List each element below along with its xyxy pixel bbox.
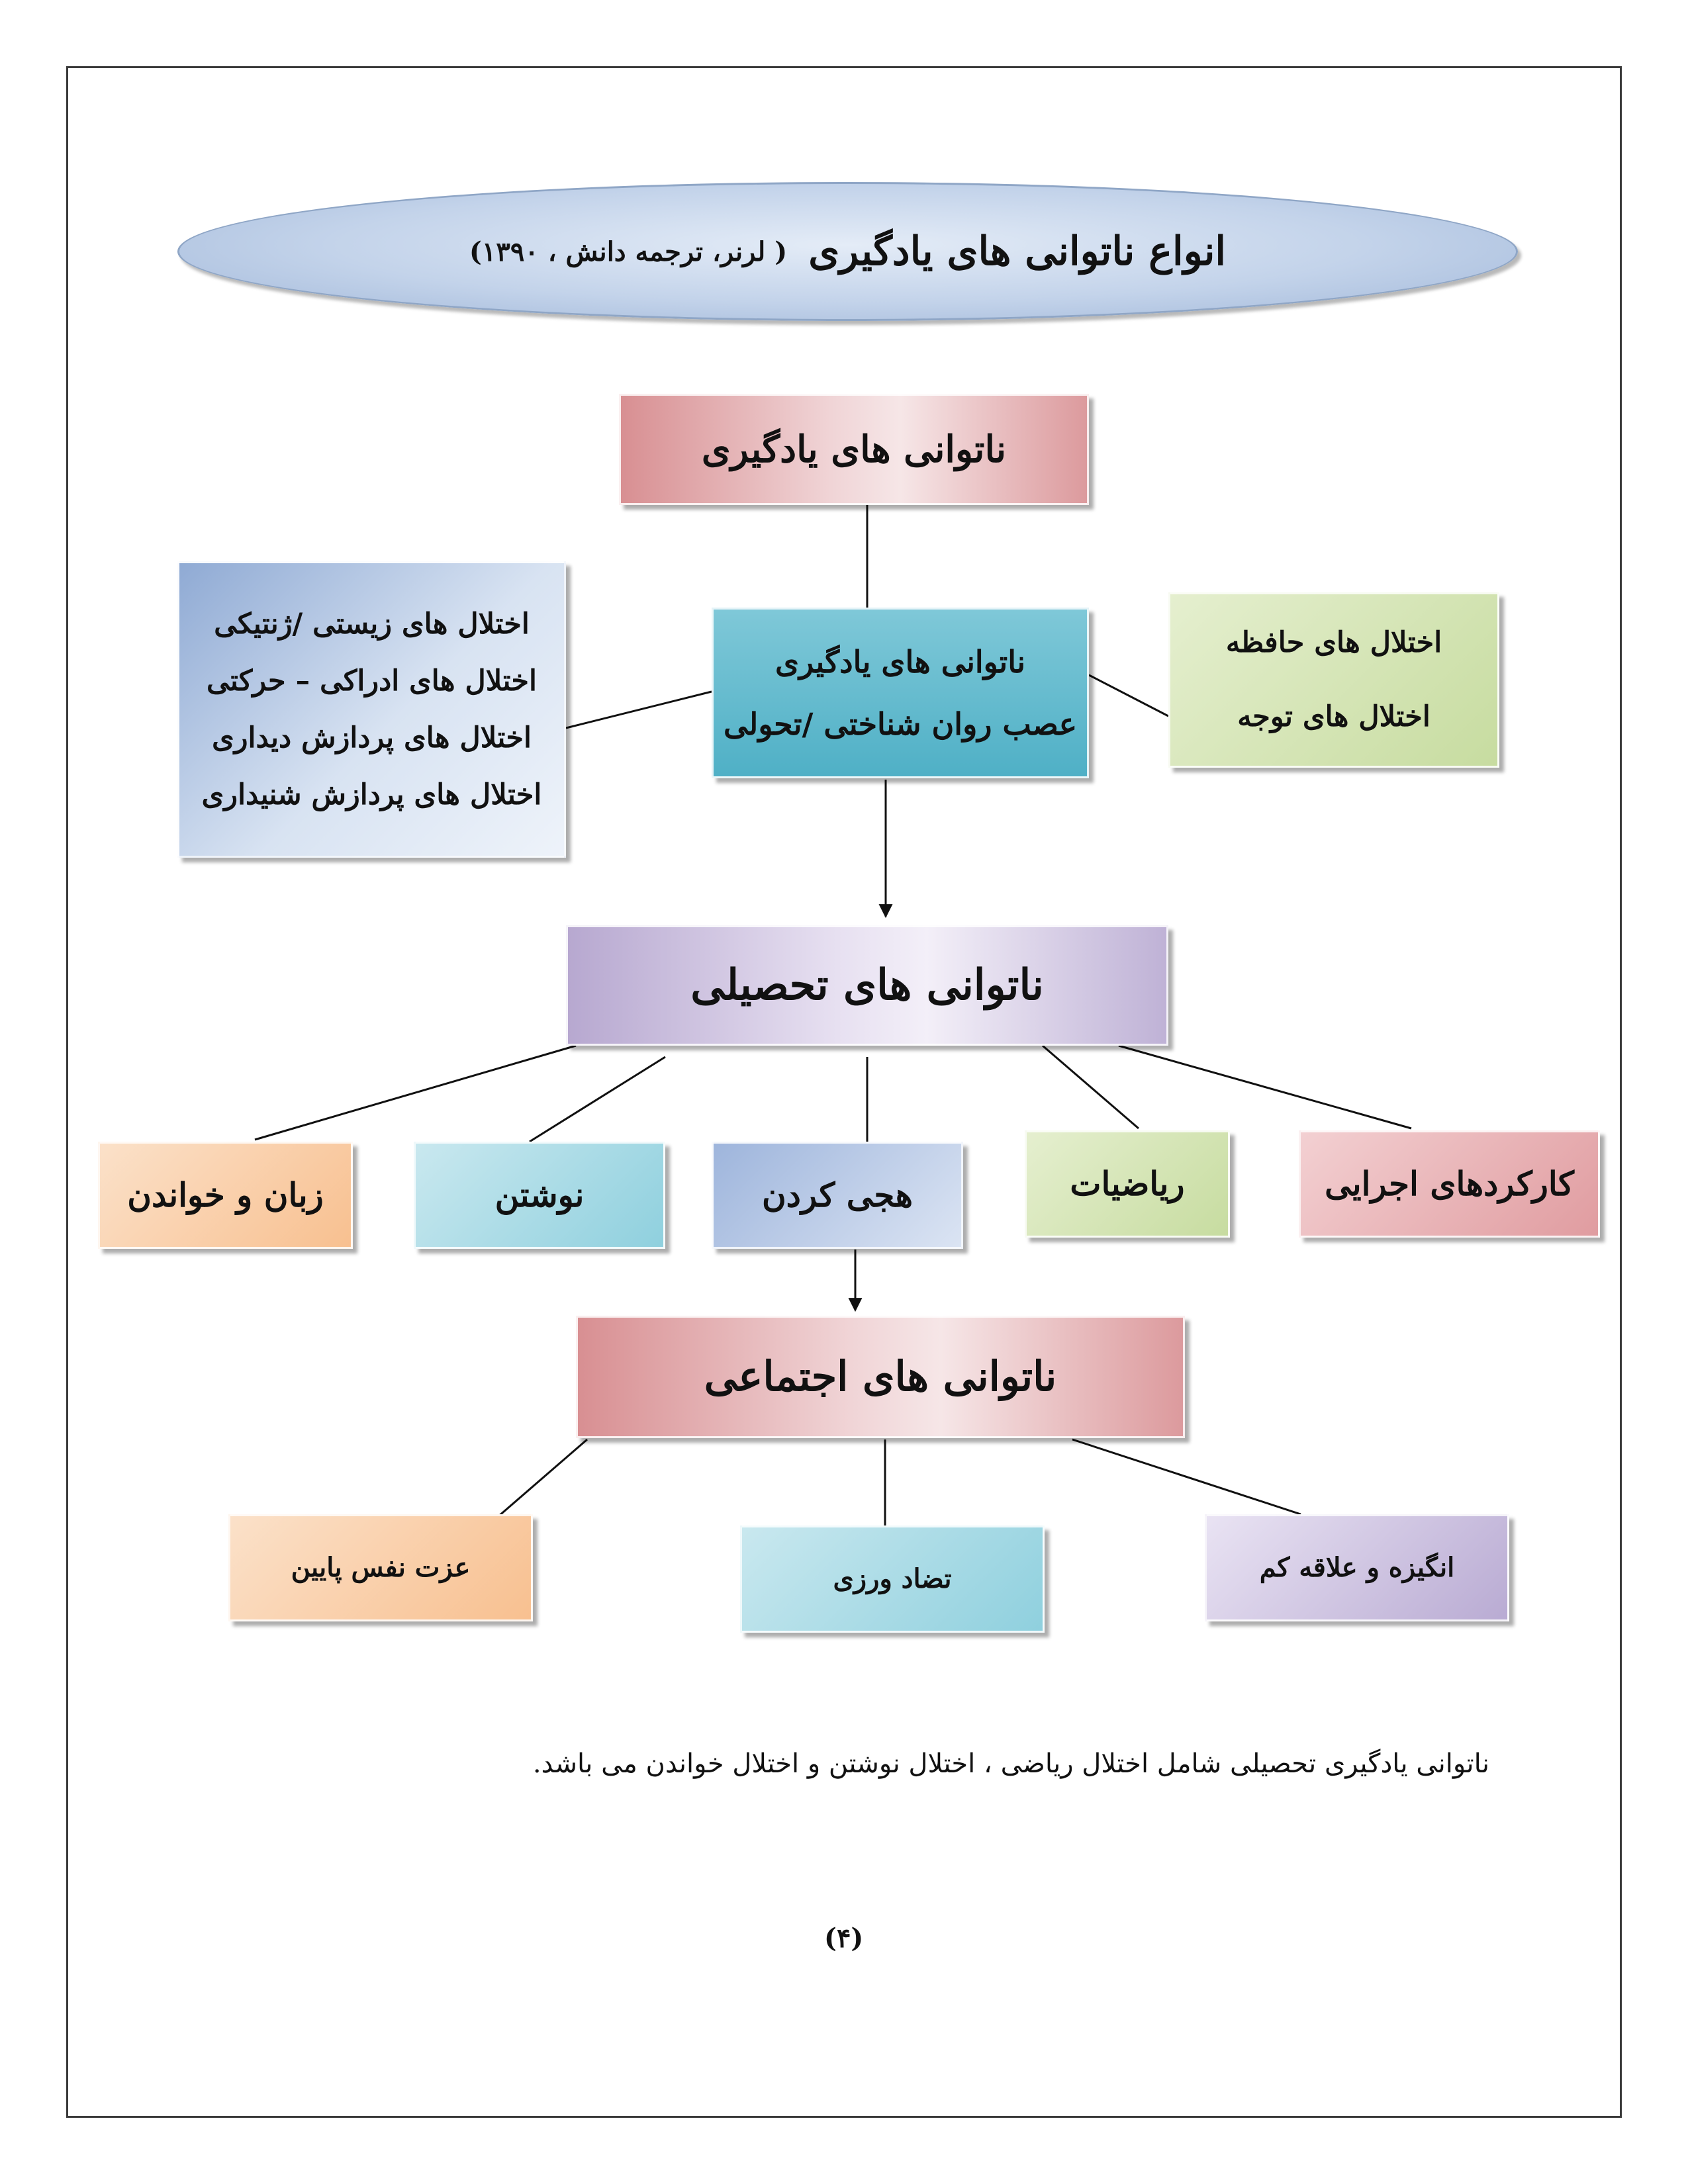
node-math: ریاضیات	[1025, 1130, 1230, 1238]
node-social-disabilities: ناتوانی های اجتماعی	[576, 1316, 1185, 1438]
disorder-memory: اختلال های حافظه	[1225, 625, 1442, 659]
connector-social-selfesteem	[493, 1439, 587, 1521]
connector-neuro-right	[1089, 675, 1168, 716]
node-spelling: هجی کردن	[712, 1142, 963, 1249]
title-ellipse	[177, 182, 1518, 321]
diagram-title: انواع ناتوانی های یادگیری	[808, 228, 1227, 275]
node-left-disorders	[177, 561, 566, 858]
page-number: (۴)	[824, 1923, 864, 1954]
node-neuro-developmental: ناتوانی های یادگیری عصب روان شناختی /تحولی	[712, 608, 1089, 778]
disorder-genetic: اختلال های زیستی /ژنتیکی	[214, 608, 530, 641]
node-low-self-esteem: عزت نفس پایین	[228, 1514, 533, 1621]
connector-social-motivation	[1072, 1439, 1301, 1514]
node-academic-disabilities: ناتوانی های تحصیلی	[566, 925, 1168, 1046]
footnote-text: ناتوانی یادگیری تحصیلی شامل اختلال ریاضی ، اختلال نوشتن و اختلال خواندن می باشد.	[532, 1749, 1489, 1779]
node-learning-disabilities: ناتوانی های یادگیری	[619, 394, 1089, 505]
node-low-motivation: انگیزه و علاقه کم	[1205, 1514, 1509, 1621]
node-executive-functions: کارکردهای اجرایی	[1299, 1130, 1600, 1238]
disorder-visual-processing: اختلال های پردازش دیداری	[212, 721, 532, 754]
connector-academic-reading	[255, 1046, 576, 1140]
disorder-perceptual-motor: اختلال های ادراکی – حرکتی	[207, 664, 537, 698]
node-opposition: تضاد ورزی	[740, 1525, 1045, 1633]
connector-academic-writing	[530, 1057, 665, 1142]
disorder-attention: اختلال های توجه	[1237, 700, 1430, 733]
node-reading: زبان و خواندن	[98, 1142, 353, 1249]
node-writing: نوشتن	[414, 1142, 665, 1249]
node-right-disorders	[1168, 592, 1499, 768]
connector-neuro-left	[566, 692, 712, 728]
connector-academic-math	[1043, 1046, 1139, 1128]
disorder-auditory-processing: اختلال های پردازش شنیداری	[201, 778, 542, 811]
connector-academic-executive	[1119, 1046, 1411, 1128]
title-citation: ( لرنر، ترجمه دانش ، ۱۳۹۰)	[469, 236, 788, 267]
